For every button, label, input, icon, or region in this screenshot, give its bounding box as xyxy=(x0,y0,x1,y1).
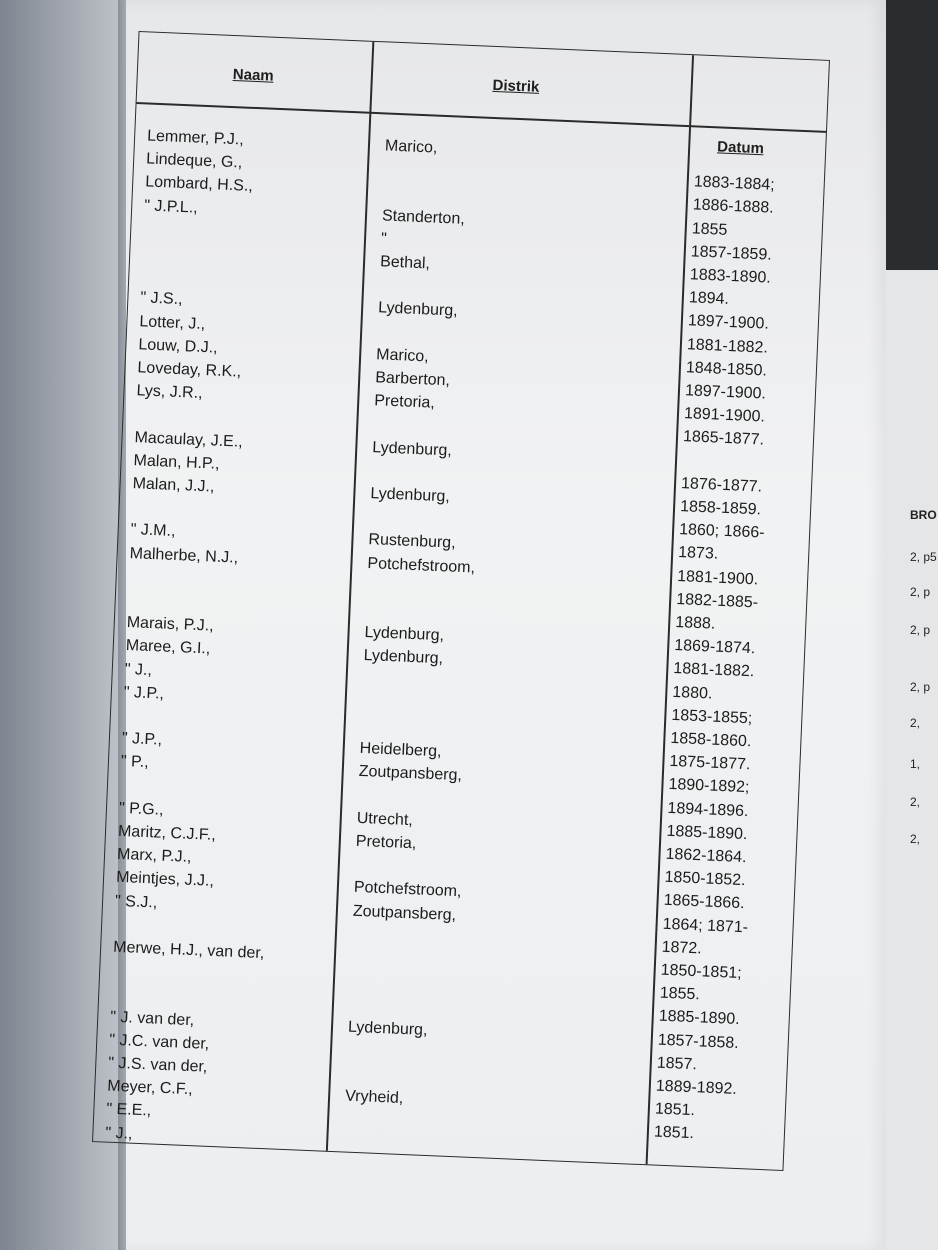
header-datum: Datum xyxy=(716,138,765,158)
cell-naam: Lindeque, G., xyxy=(145,150,243,172)
cell-naam: Lombard, H.S., xyxy=(144,173,254,196)
cell-naam: " S.J., xyxy=(114,892,158,912)
cell-datum: 1851. xyxy=(654,1100,696,1120)
cell-naam: " J.P., xyxy=(123,683,165,703)
cell-datum: 1885-1890. xyxy=(666,822,748,843)
cell-distrik: Vryheid, xyxy=(344,1087,404,1108)
cell-datum: 1848-1850. xyxy=(685,359,768,380)
cell-datum: 1883-1884; xyxy=(693,173,776,194)
cell-distrik: Standerton, xyxy=(381,206,466,228)
cell-datum: 1858-1860. xyxy=(670,729,752,751)
cell-datum: 1883-1890. xyxy=(689,266,772,287)
cell-datum: 1873. xyxy=(677,544,719,564)
cell-naam: " P., xyxy=(120,753,149,772)
header-naam: Naam xyxy=(232,65,275,85)
cell-naam: Merwe, H.J., van der, xyxy=(112,938,265,963)
back-page-line: 2, p xyxy=(910,585,931,599)
back-page-line: 2, p xyxy=(910,680,931,694)
cell-datum: 1855. xyxy=(659,984,701,1004)
cell-datum: 1885-1890. xyxy=(658,1008,741,1029)
cell-distrik: Rustenburg, xyxy=(368,531,456,553)
cell-naam: " J.P.L., xyxy=(143,196,199,217)
cell-distrik: Lydenburg, xyxy=(364,624,445,645)
cell-datum: 1850-1852. xyxy=(664,868,746,890)
cell-naam: " J.S. van der, xyxy=(107,1054,208,1076)
cell-naam: " J.C. van der, xyxy=(108,1031,210,1053)
back-page-line: 2, xyxy=(910,716,921,730)
cell-distrik: Marico, xyxy=(375,346,430,366)
cell-naam: Malan, H.P., xyxy=(133,451,220,473)
cell-distrik: Potchefstroom, xyxy=(367,554,476,577)
cell-datum: 1865-1877. xyxy=(682,428,765,449)
cell-naam: Maritz, C.J.F., xyxy=(117,822,217,844)
cell-naam: Macaulay, J.E., xyxy=(134,428,244,451)
back-page-line: 2, p xyxy=(910,623,931,637)
cell-distrik: Heidelberg, xyxy=(359,740,442,761)
header-distrik: Distrik xyxy=(492,76,540,96)
cell-naam: Lotter, J., xyxy=(139,312,206,333)
cell-naam: " J., xyxy=(124,660,153,679)
back-page-line: 2, xyxy=(910,832,921,846)
cell-naam: " J., xyxy=(105,1124,133,1143)
cell-datum: 1881-1882. xyxy=(672,660,755,681)
cell-naam: " J.M., xyxy=(130,521,176,541)
cell-datum: 1862-1864. xyxy=(665,845,747,867)
cell-datum: 1890-1892; xyxy=(668,776,750,797)
cell-distrik: Pretoria, xyxy=(355,832,417,853)
cell-datum: 1880. xyxy=(672,683,713,703)
cell-naam: " P.G., xyxy=(118,799,164,819)
cell-naam: Maree, G.I., xyxy=(125,637,211,658)
cell-distrik: Lydenburg, xyxy=(377,299,458,320)
cell-datum: 1858-1859. xyxy=(679,498,762,519)
cell-naam: " E.E., xyxy=(106,1100,152,1120)
cell-naam: Louw, D.J., xyxy=(138,336,218,357)
cell-naam: Malan, J.J., xyxy=(132,475,215,496)
cell-datum: 1891-1900. xyxy=(683,405,766,426)
cell-naam: Lemmer, P.J., xyxy=(146,127,245,149)
cell-datum: 1857. xyxy=(656,1054,698,1074)
cell-datum: 1851. xyxy=(653,1123,695,1143)
back-page-header: BRO xyxy=(910,508,937,522)
cell-distrik: Lydenburg, xyxy=(372,438,453,460)
cell-distrik: " xyxy=(380,230,388,248)
cell-datum: 1855 xyxy=(691,219,728,239)
cell-distrik: Zoutpansberg, xyxy=(358,763,463,785)
cell-naam: " J.S., xyxy=(140,289,183,309)
cell-datum: 1875-1877. xyxy=(669,753,751,774)
cell-naam: Marx, P.J., xyxy=(116,846,192,867)
cell-naam: Malherbe, N.J., xyxy=(129,544,239,567)
cell-datum: 1850-1851; xyxy=(660,961,742,983)
cell-distrik: Lydenburg, xyxy=(347,1018,428,1039)
cell-datum: 1872. xyxy=(661,938,703,958)
cell-datum: 1894-1896. xyxy=(667,799,749,820)
cell-distrik: Lydenburg, xyxy=(363,647,444,668)
cell-naam: " J. van der, xyxy=(109,1008,195,1029)
cell-distrik: Lydenburg, xyxy=(370,485,451,506)
cell-datum: 1886-1888. xyxy=(692,196,775,218)
cell-datum: 1869-1874. xyxy=(673,637,756,658)
cell-naam: Loveday, R.K., xyxy=(137,359,242,381)
cell-naam: Marais, P.J., xyxy=(126,614,214,635)
column-divider xyxy=(326,42,374,1151)
cell-distrik: Utrecht, xyxy=(356,809,414,829)
cell-datum: 1894. xyxy=(688,289,730,309)
header-divider xyxy=(137,102,826,132)
cell-distrik: Potchefstroom, xyxy=(353,879,462,901)
cell-datum: 1882-1885- xyxy=(675,590,759,612)
cell-datum: 1897-1900. xyxy=(687,312,770,334)
cell-naam: Meintjes, J.J., xyxy=(115,869,215,891)
cell-distrik: Bethal, xyxy=(379,253,431,273)
cell-distrik: Zoutpansberg, xyxy=(352,902,457,924)
register-table xyxy=(92,31,830,1171)
cell-datum: 1876-1877. xyxy=(680,474,763,496)
cell-datum: 1857-1859. xyxy=(690,243,773,264)
cell-datum: 1897-1900. xyxy=(684,382,767,403)
cell-datum: 1865-1866. xyxy=(663,892,745,913)
cell-naam: Lys, J.R., xyxy=(136,382,203,403)
back-page-line: 1, xyxy=(910,757,921,771)
back-page-line: 2, xyxy=(910,795,921,809)
cell-datum: 1881-1900. xyxy=(676,567,759,589)
cell-datum: 1888. xyxy=(674,613,716,633)
cell-datum: 1853-1855; xyxy=(671,706,753,728)
cell-distrik: Barberton, xyxy=(374,369,451,390)
cell-naam: Meyer, C.F., xyxy=(107,1077,194,1099)
cell-datum: 1864; 1871- xyxy=(662,915,749,936)
cell-datum: 1857-1858. xyxy=(657,1031,740,1052)
cell-naam: " J.P., xyxy=(121,730,163,749)
cell-datum: 1860; 1866- xyxy=(678,521,765,542)
cell-datum: 1889-1892. xyxy=(655,1077,738,1098)
cell-datum: 1881-1882. xyxy=(686,335,769,357)
cell-distrik: Marico, xyxy=(384,137,438,157)
back-page-line: 2, p5 xyxy=(910,550,937,564)
cell-distrik: Pretoria, xyxy=(373,392,436,412)
